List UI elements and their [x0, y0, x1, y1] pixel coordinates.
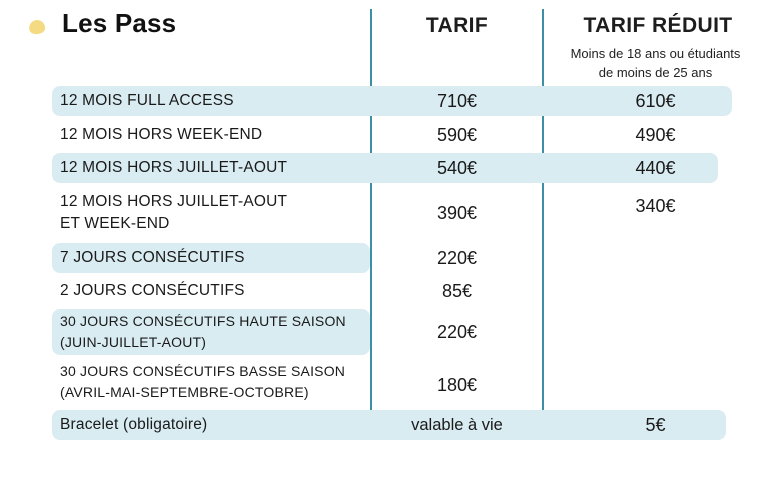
table-row — [52, 243, 732, 273]
subheader-line-2: de moins de 25 ans — [598, 65, 713, 80]
column-subheader-tarif-reduit — [543, 44, 768, 82]
column-header-tarif: TARIF — [425, 14, 489, 37]
table-row — [52, 120, 732, 150]
row-tarif: valable à vie — [411, 415, 503, 434]
row-tarif: 390€ — [436, 202, 478, 223]
bullet-icon — [28, 19, 46, 35]
row-label-line-1: 30 JOURS CONSÉCUTIFS BASSE SAISON — [60, 363, 346, 379]
row-tarif: 85€ — [441, 280, 473, 301]
row-label-line-2: (AVRIL-MAI-SEPTEMBRE-OCTOBRE) — [60, 384, 309, 400]
table-row — [52, 188, 732, 238]
row-tarif: 590€ — [436, 124, 478, 145]
table-row — [52, 276, 732, 306]
row-tarif-reduit: 5€ — [645, 414, 666, 435]
row-label: Bracelet (obligatoire) — [60, 416, 208, 433]
row-tarif: 540€ — [436, 157, 478, 178]
row-label: 12 MOIS FULL ACCESS — [60, 92, 234, 109]
table-row — [52, 359, 732, 405]
row-label: 2 JOURS CONSÉCUTIFS — [60, 282, 245, 299]
page-title: Les Pass — [62, 8, 177, 38]
row-tarif-reduit: 340€ — [635, 196, 676, 216]
row-label — [60, 359, 372, 405]
row-label-line-2: ET WEEK-END — [60, 215, 170, 232]
row-label-line-1: 12 MOIS HORS JUILLET-AOUT — [60, 193, 288, 210]
row-tarif: 220€ — [436, 321, 478, 342]
row-label: 7 JOURS CONSÉCUTIFS — [60, 249, 245, 266]
row-label — [60, 309, 372, 355]
subheader-line-1: Moins de 18 ans ou étudiants — [570, 46, 741, 61]
row-tarif-reduit: 440€ — [635, 157, 676, 178]
table-row — [52, 86, 732, 116]
row-label-line-2: (JUIN-JUILLET-AOUT) — [60, 334, 207, 350]
row-tarif: 220€ — [436, 247, 478, 268]
table-row — [52, 410, 732, 440]
row-tarif-reduit: 610€ — [635, 90, 676, 111]
table-row — [52, 309, 732, 355]
row-label — [60, 188, 372, 238]
row-tarif: 180€ — [436, 374, 478, 395]
row-label: 12 MOIS HORS WEEK-END — [60, 126, 263, 143]
row-label-line-1: 30 JOURS CONSÉCUTIFS HAUTE SAISON — [60, 313, 346, 329]
row-tarif: 710€ — [436, 90, 478, 111]
table-row — [52, 153, 732, 183]
row-label: 12 MOIS HORS JUILLET-AOUT — [60, 159, 288, 176]
column-header-tarif-reduit: TARIF RÉDUIT — [583, 14, 733, 37]
row-tarif-reduit: 490€ — [635, 124, 676, 145]
